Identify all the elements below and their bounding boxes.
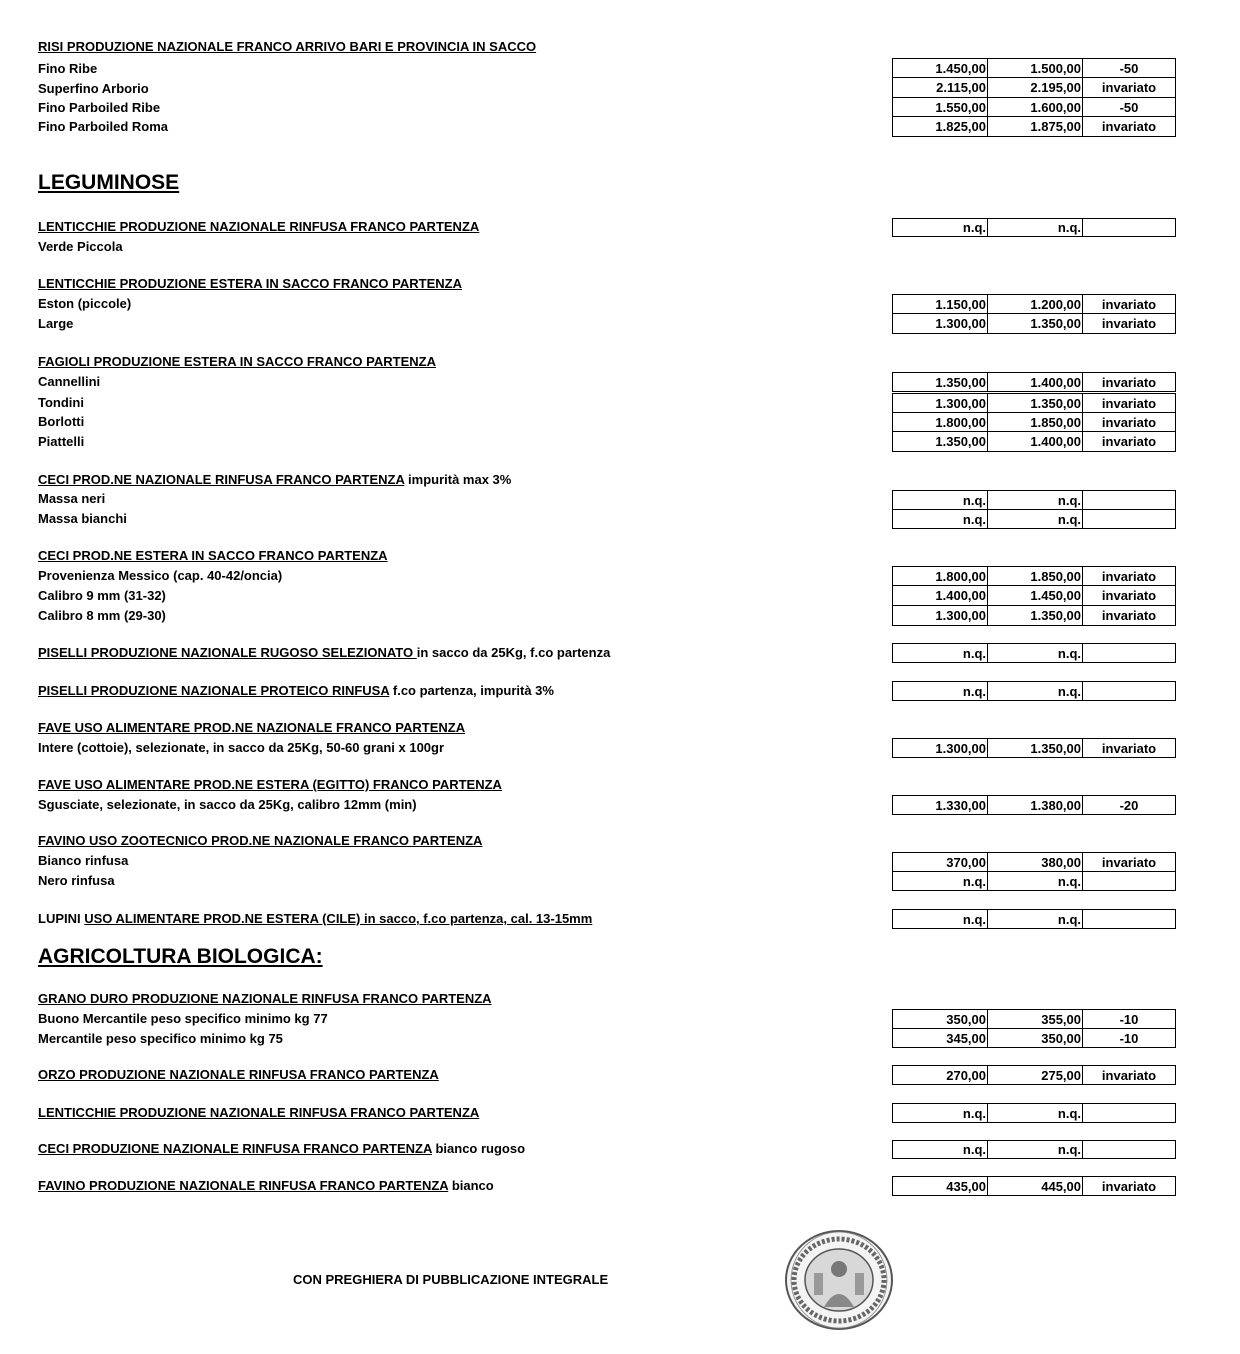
row-label: Eston (piccole): [38, 296, 132, 311]
price-min: 1.800,00: [893, 413, 988, 431]
price-variation: [1083, 910, 1175, 928]
section-heading: ORZO PRODUZIONE NAZIONALE RINFUSA FRANCO PARTENZA: [38, 1067, 439, 1082]
price-variation: invariato: [1101, 588, 1157, 603]
row-label: Cannellini: [38, 374, 101, 389]
price-row: [892, 643, 1176, 663]
price-variation: invariato: [1101, 414, 1157, 430]
price-row: [892, 78, 1176, 98]
price-min: 270,00: [893, 1066, 988, 1084]
row-label: Nero rinfusa: [38, 873, 115, 888]
price-max: 1.500,00: [988, 59, 1083, 77]
price-row: [892, 413, 1176, 432]
price-max: 1.350,00: [988, 606, 1083, 625]
price-max: 1.350,00: [988, 739, 1083, 757]
price-min: 2.115,00: [893, 78, 988, 97]
price-min: 1.150,00: [893, 295, 988, 313]
section-heading: FAVE USO ALIMENTARE PROD.NE ESTERA (EGITTO) FRANCO PARTENZA: [38, 777, 502, 792]
row-label: Fino Parboiled Ribe: [38, 100, 161, 115]
price-min: n.q.: [893, 872, 988, 890]
price-row: [892, 432, 1176, 452]
price-max: 1.850,00: [988, 413, 1083, 431]
price-variation: invariato: [1101, 119, 1157, 134]
price-variation: invariato: [1101, 608, 1157, 623]
price-row: [892, 510, 1176, 529]
price-min: 1.300,00: [893, 606, 988, 625]
row-label: Fino Parboiled Roma: [38, 119, 169, 134]
price-variation: invariato: [1101, 568, 1157, 584]
row-label: Bianco rinfusa: [38, 853, 129, 868]
price-max: n.q.: [988, 219, 1083, 236]
price-max: 1.350,00: [988, 394, 1083, 412]
price-row: [892, 98, 1176, 117]
price-min: 1.550,00: [893, 98, 988, 116]
price-max: n.q.: [988, 1141, 1083, 1158]
row-label: Buono Mercantile peso specifico minimo kg 77: [38, 1011, 328, 1026]
price-min: 1.300,00: [893, 739, 988, 757]
price-min: 1.300,00: [893, 394, 988, 412]
price-variation: [1083, 682, 1175, 700]
price-min: n.q.: [893, 644, 988, 662]
price-max: n.q.: [988, 644, 1083, 662]
section-heading: LENTICCHIE PRODUZIONE NAZIONALE RINFUSA FRANCO PARTENZA: [38, 1105, 480, 1120]
price-variation: invariato: [1101, 296, 1157, 312]
price-min: n.q.: [893, 682, 988, 700]
price-variation: [1083, 1141, 1175, 1158]
row-label: Calibro 8 mm (29-30): [38, 608, 166, 623]
price-min: 1.350,00: [893, 432, 988, 451]
price-max: 1.450,00: [988, 586, 1083, 605]
price-min: n.q.: [893, 1141, 988, 1158]
price-variation: invariato: [1101, 1178, 1157, 1194]
price-row: [892, 909, 1176, 929]
price-max: n.q.: [988, 491, 1083, 509]
price-row: [892, 606, 1176, 626]
price-row: [892, 566, 1176, 586]
price-max: 1.850,00: [988, 567, 1083, 585]
price-max: 380,00: [988, 853, 1083, 871]
price-min: n.q.: [893, 510, 988, 528]
row-label: Superfino Arborio: [38, 81, 149, 96]
price-row: [892, 58, 1176, 78]
price-row: [892, 1103, 1176, 1123]
price-max: n.q.: [988, 682, 1083, 700]
price-max: n.q.: [988, 910, 1083, 928]
price-max: 1.600,00: [988, 98, 1083, 116]
section-heading: LENTICCHIE PRODUZIONE ESTERA IN SACCO FRANCO PARTENZA: [38, 276, 462, 291]
section-heading: LUPINI USO ALIMENTARE PROD.NE ESTERA (CILE) in sacco, f.co partenza, cal. 13-15mm: [38, 911, 593, 926]
price-row: [892, 372, 1176, 392]
row-label: Mercantile peso specifico minimo kg 75: [38, 1031, 283, 1046]
price-variation: invariato: [1101, 395, 1157, 411]
price-max: 2.195,00: [988, 78, 1083, 97]
row-label: Massa neri: [38, 491, 106, 506]
price-max: n.q.: [988, 1104, 1083, 1122]
section-heading: FAVINO PRODUZIONE NAZIONALE RINFUSA FRANCO PARTENZA bianco: [38, 1178, 494, 1193]
price-variation: -10: [1119, 1030, 1139, 1046]
price-row: [892, 1065, 1176, 1085]
price-variation: invariato: [1101, 854, 1157, 870]
row-label: Massa bianchi: [38, 511, 127, 526]
price-row: [892, 872, 1176, 891]
price-row: [892, 586, 1176, 606]
price-variation: invariato: [1101, 1067, 1157, 1083]
price-row: [892, 490, 1176, 510]
price-variation: [1083, 1104, 1175, 1122]
price-min: 1.300,00: [893, 314, 988, 333]
row-label: Calibro 9 mm (31-32): [38, 588, 166, 603]
price-max: 1.200,00: [988, 295, 1083, 313]
big-heading: LEGUMINOSE: [38, 171, 180, 194]
price-variation: invariato: [1101, 316, 1157, 331]
price-variation: invariato: [1101, 434, 1157, 449]
price-row: [892, 117, 1176, 137]
price-row: [892, 738, 1176, 758]
section-heading: FAVE USO ALIMENTARE PROD.NE NAZIONALE FRANCO PARTENZA: [38, 720, 466, 735]
price-min: 1.825,00: [893, 117, 988, 136]
price-variation: [1083, 872, 1175, 890]
price-min: 1.800,00: [893, 567, 988, 585]
price-min: 435,00: [893, 1177, 988, 1195]
price-min: 1.330,00: [893, 796, 988, 814]
price-variation: [1083, 491, 1175, 509]
price-min: n.q.: [893, 491, 988, 509]
price-min: n.q.: [893, 219, 988, 236]
price-row: [892, 393, 1176, 413]
price-variation: [1083, 219, 1175, 236]
price-max: 355,00: [988, 1010, 1083, 1028]
price-row: [892, 1176, 1176, 1196]
price-row: [892, 314, 1176, 334]
price-min: 370,00: [893, 853, 988, 871]
price-row: [892, 1140, 1176, 1159]
price-max: 350,00: [988, 1029, 1083, 1047]
price-row: [892, 852, 1176, 872]
price-max: 275,00: [988, 1066, 1083, 1084]
section-heading: PISELLI PRODUZIONE NAZIONALE RUGOSO SELEZIONATO in sacco da 25Kg, f.co partenza: [38, 645, 611, 660]
section-heading: FAVINO USO ZOOTECNICO PROD.NE NAZIONALE FRANCO PARTENZA: [38, 833, 483, 848]
price-row: [892, 294, 1176, 314]
big-heading: AGRICOLTURA BIOLOGICA:: [38, 945, 323, 968]
price-variation: -10: [1119, 1011, 1139, 1027]
section-heading: RISI PRODUZIONE NAZIONALE FRANCO ARRIVO BARI E PROVINCIA IN SACCO: [38, 39, 537, 54]
price-variation: [1083, 644, 1175, 662]
price-row: [892, 795, 1176, 815]
price-min: n.q.: [893, 1104, 988, 1122]
price-variation: invariato: [1101, 740, 1157, 756]
price-max: 1.400,00: [988, 373, 1083, 391]
row-label: Sgusciate, selezionate, in sacco da 25Kg, calibro 12mm (min): [38, 797, 417, 812]
row-label: Verde Piccola: [38, 239, 123, 254]
row-label: Intere (cottoie), selezionate, in sacco da 25Kg, 50-60 grani x 100gr: [38, 740, 445, 755]
price-min: 350,00: [893, 1010, 988, 1028]
footer-note: CON PREGHIERA DI PUBBLICAZIONE INTEGRALE: [293, 1272, 609, 1287]
price-max: 1.400,00: [988, 432, 1083, 451]
price-max: 1.380,00: [988, 796, 1083, 814]
row-label: Large: [38, 316, 74, 331]
price-variation: -20: [1119, 797, 1139, 813]
row-label: Piattelli: [38, 434, 85, 449]
section-heading: GRANO DURO PRODUZIONE NAZIONALE RINFUSA FRANCO PARTENZA: [38, 991, 492, 1006]
section-heading: PISELLI PRODUZIONE NAZIONALE PROTEICO RINFUSA f.co partenza, impurità 3%: [38, 683, 554, 698]
section-heading: LENTICCHIE PRODUZIONE NAZIONALE RINFUSA FRANCO PARTENZA: [38, 219, 480, 234]
row-label: Tondini: [38, 395, 84, 410]
seal-icon: [784, 1229, 894, 1331]
section-heading: FAGIOLI PRODUZIONE ESTERA IN SACCO FRANCO PARTENZA: [38, 354, 436, 369]
price-row: [892, 218, 1176, 237]
price-max: 445,00: [988, 1177, 1083, 1195]
price-max: n.q.: [988, 872, 1083, 890]
price-variation: -50: [1119, 60, 1139, 76]
price-row: [892, 681, 1176, 701]
price-min: 1.350,00: [893, 373, 988, 391]
price-row: [892, 1029, 1176, 1048]
row-label: Borlotti: [38, 414, 85, 429]
price-max: n.q.: [988, 510, 1083, 528]
price-max: 1.350,00: [988, 314, 1083, 333]
row-label: Provenienza Messico (cap. 40-42/oncia): [38, 568, 283, 583]
price-row: [892, 1009, 1176, 1029]
section-heading: CECI PRODUZIONE NAZIONALE RINFUSA FRANCO PARTENZA bianco rugoso: [38, 1141, 526, 1156]
row-label: Fino Ribe: [38, 61, 98, 76]
price-variation: [1083, 510, 1175, 528]
section-heading: CECI PROD.NE ESTERA IN SACCO FRANCO PARTENZA: [38, 548, 388, 563]
price-variation: -50: [1119, 99, 1139, 115]
price-min: n.q.: [893, 910, 988, 928]
price-variation: invariato: [1101, 374, 1157, 390]
section-heading: CECI PROD.NE NAZIONALE RINFUSA FRANCO PARTENZA impurità max 3%: [38, 472, 512, 487]
price-min: 1.450,00: [893, 59, 988, 77]
price-variation: invariato: [1101, 80, 1157, 95]
price-min: 345,00: [893, 1029, 988, 1047]
price-max: 1.875,00: [988, 117, 1083, 136]
price-min: 1.400,00: [893, 586, 988, 605]
